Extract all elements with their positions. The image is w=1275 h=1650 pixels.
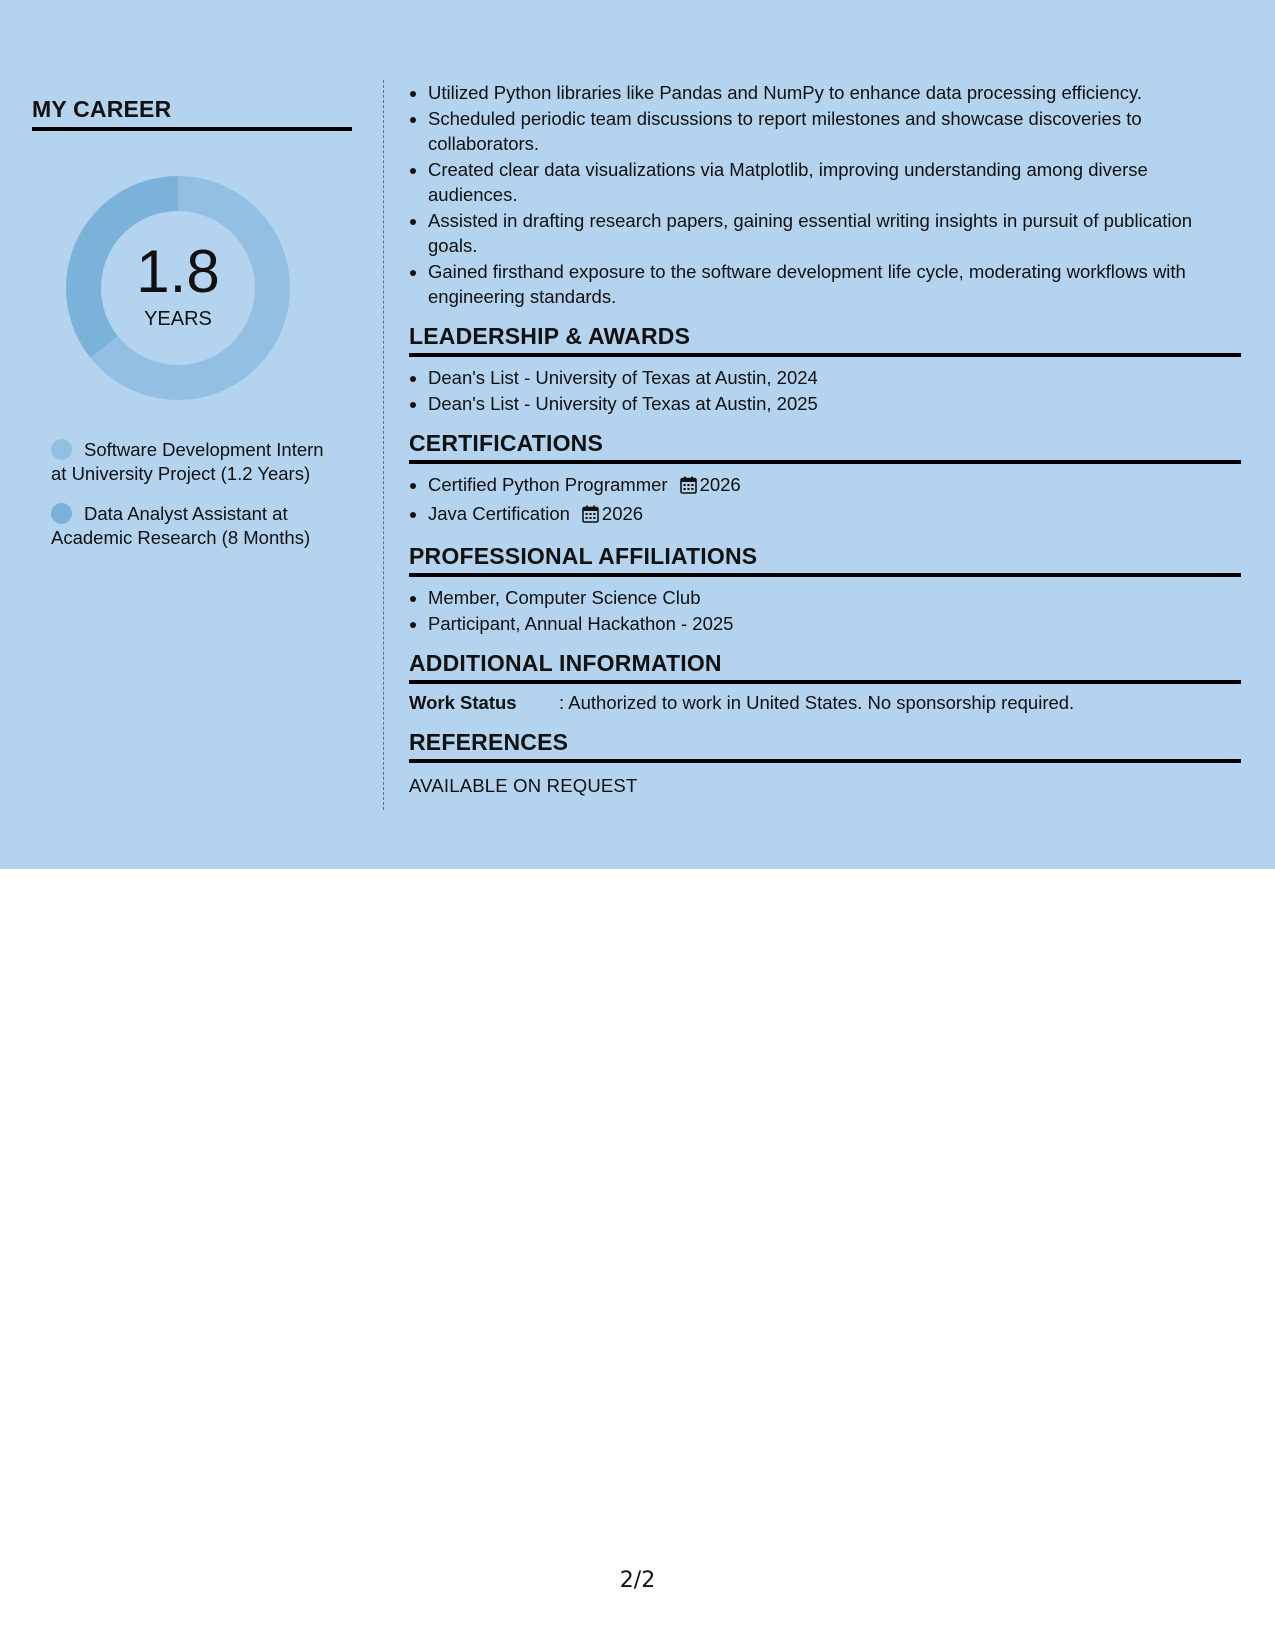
certifications-section bbox=[409, 430, 1241, 529]
certifications-list bbox=[409, 472, 1241, 529]
certification-year: 2026 bbox=[601, 503, 644, 524]
legend-dot-icon bbox=[51, 439, 72, 460]
column-divider bbox=[383, 80, 384, 810]
affiliations-section bbox=[409, 543, 1241, 636]
certification-name: Certified Python Programmer bbox=[428, 474, 668, 495]
list-item: • Utilized Python libraries like Pandas and NumPy to enhance data processing efficiency. bbox=[428, 80, 1241, 105]
additional-info-section bbox=[409, 650, 1241, 715]
list-item: • Assisted in drafting research papers, gaining essential writing insights in pursuit of publication goals. bbox=[428, 208, 1241, 258]
work-status-value: : Authorized to work in United States. No sponsorship required. bbox=[559, 692, 1075, 713]
section-title: LEADERSHIP & AWARDS bbox=[409, 323, 1241, 357]
calendar-icon bbox=[582, 504, 599, 529]
legend-item bbox=[51, 438, 341, 486]
certification-name: Java Certification bbox=[428, 503, 570, 524]
legend-item bbox=[51, 502, 341, 550]
references-text: AVAILABLE ON REQUEST bbox=[409, 775, 638, 796]
career-total-unit: YEARS bbox=[144, 307, 212, 330]
career-total-value: 1.8 bbox=[136, 237, 220, 305]
experience-bullet-list bbox=[409, 80, 1241, 309]
list-item: • Dean's List - University of Texas at Austin, 2025 bbox=[428, 391, 1241, 416]
affiliations-list bbox=[409, 585, 1241, 636]
career-legend bbox=[51, 438, 341, 566]
list-item bbox=[428, 501, 1241, 529]
section-title: PROFESSIONAL AFFILIATIONS bbox=[409, 543, 1241, 577]
leadership-section bbox=[409, 323, 1241, 416]
main-content bbox=[409, 80, 1241, 798]
career-heading: MY CAREER bbox=[32, 96, 352, 131]
calendar-icon bbox=[680, 475, 697, 500]
section-title: REFERENCES bbox=[409, 729, 1241, 763]
list-item bbox=[428, 472, 1241, 500]
legend-label: Software Development Intern at University Project (1.2 Years) bbox=[51, 439, 324, 484]
list-item: • Dean's List - University of Texas at Austin, 2024 bbox=[428, 365, 1241, 390]
list-item: • Gained firsthand exposure to the software development life cycle, moderating workflows with engineering standards. bbox=[428, 259, 1241, 309]
list-item: • Scheduled periodic team discussions to report milestones and showcase discoveries to collaborators. bbox=[428, 106, 1241, 156]
section-title: ADDITIONAL INFORMATION bbox=[409, 650, 1241, 684]
references-section bbox=[409, 729, 1241, 798]
list-item: • Created clear data visualizations via Matplotlib, improving understanding among diverse audiences. bbox=[428, 157, 1241, 207]
list-item: • Member, Computer Science Club bbox=[428, 585, 1241, 610]
legend-dot-icon bbox=[51, 503, 72, 524]
section-title: CERTIFICATIONS bbox=[409, 430, 1241, 464]
certification-year: 2026 bbox=[699, 474, 741, 495]
page-number: 2/2 bbox=[619, 1568, 656, 1593]
work-status-key: Work Status bbox=[409, 692, 517, 713]
list-item: • Participant, Annual Hackathon - 2025 bbox=[428, 611, 1241, 636]
work-status-row bbox=[409, 690, 1241, 715]
donut-center bbox=[66, 176, 290, 400]
leadership-list bbox=[409, 365, 1241, 416]
career-donut-chart bbox=[66, 176, 290, 400]
legend-label: Data Analyst Assistant at Academic Research (8 Months) bbox=[51, 503, 311, 548]
career-sidebar bbox=[32, 96, 352, 548]
